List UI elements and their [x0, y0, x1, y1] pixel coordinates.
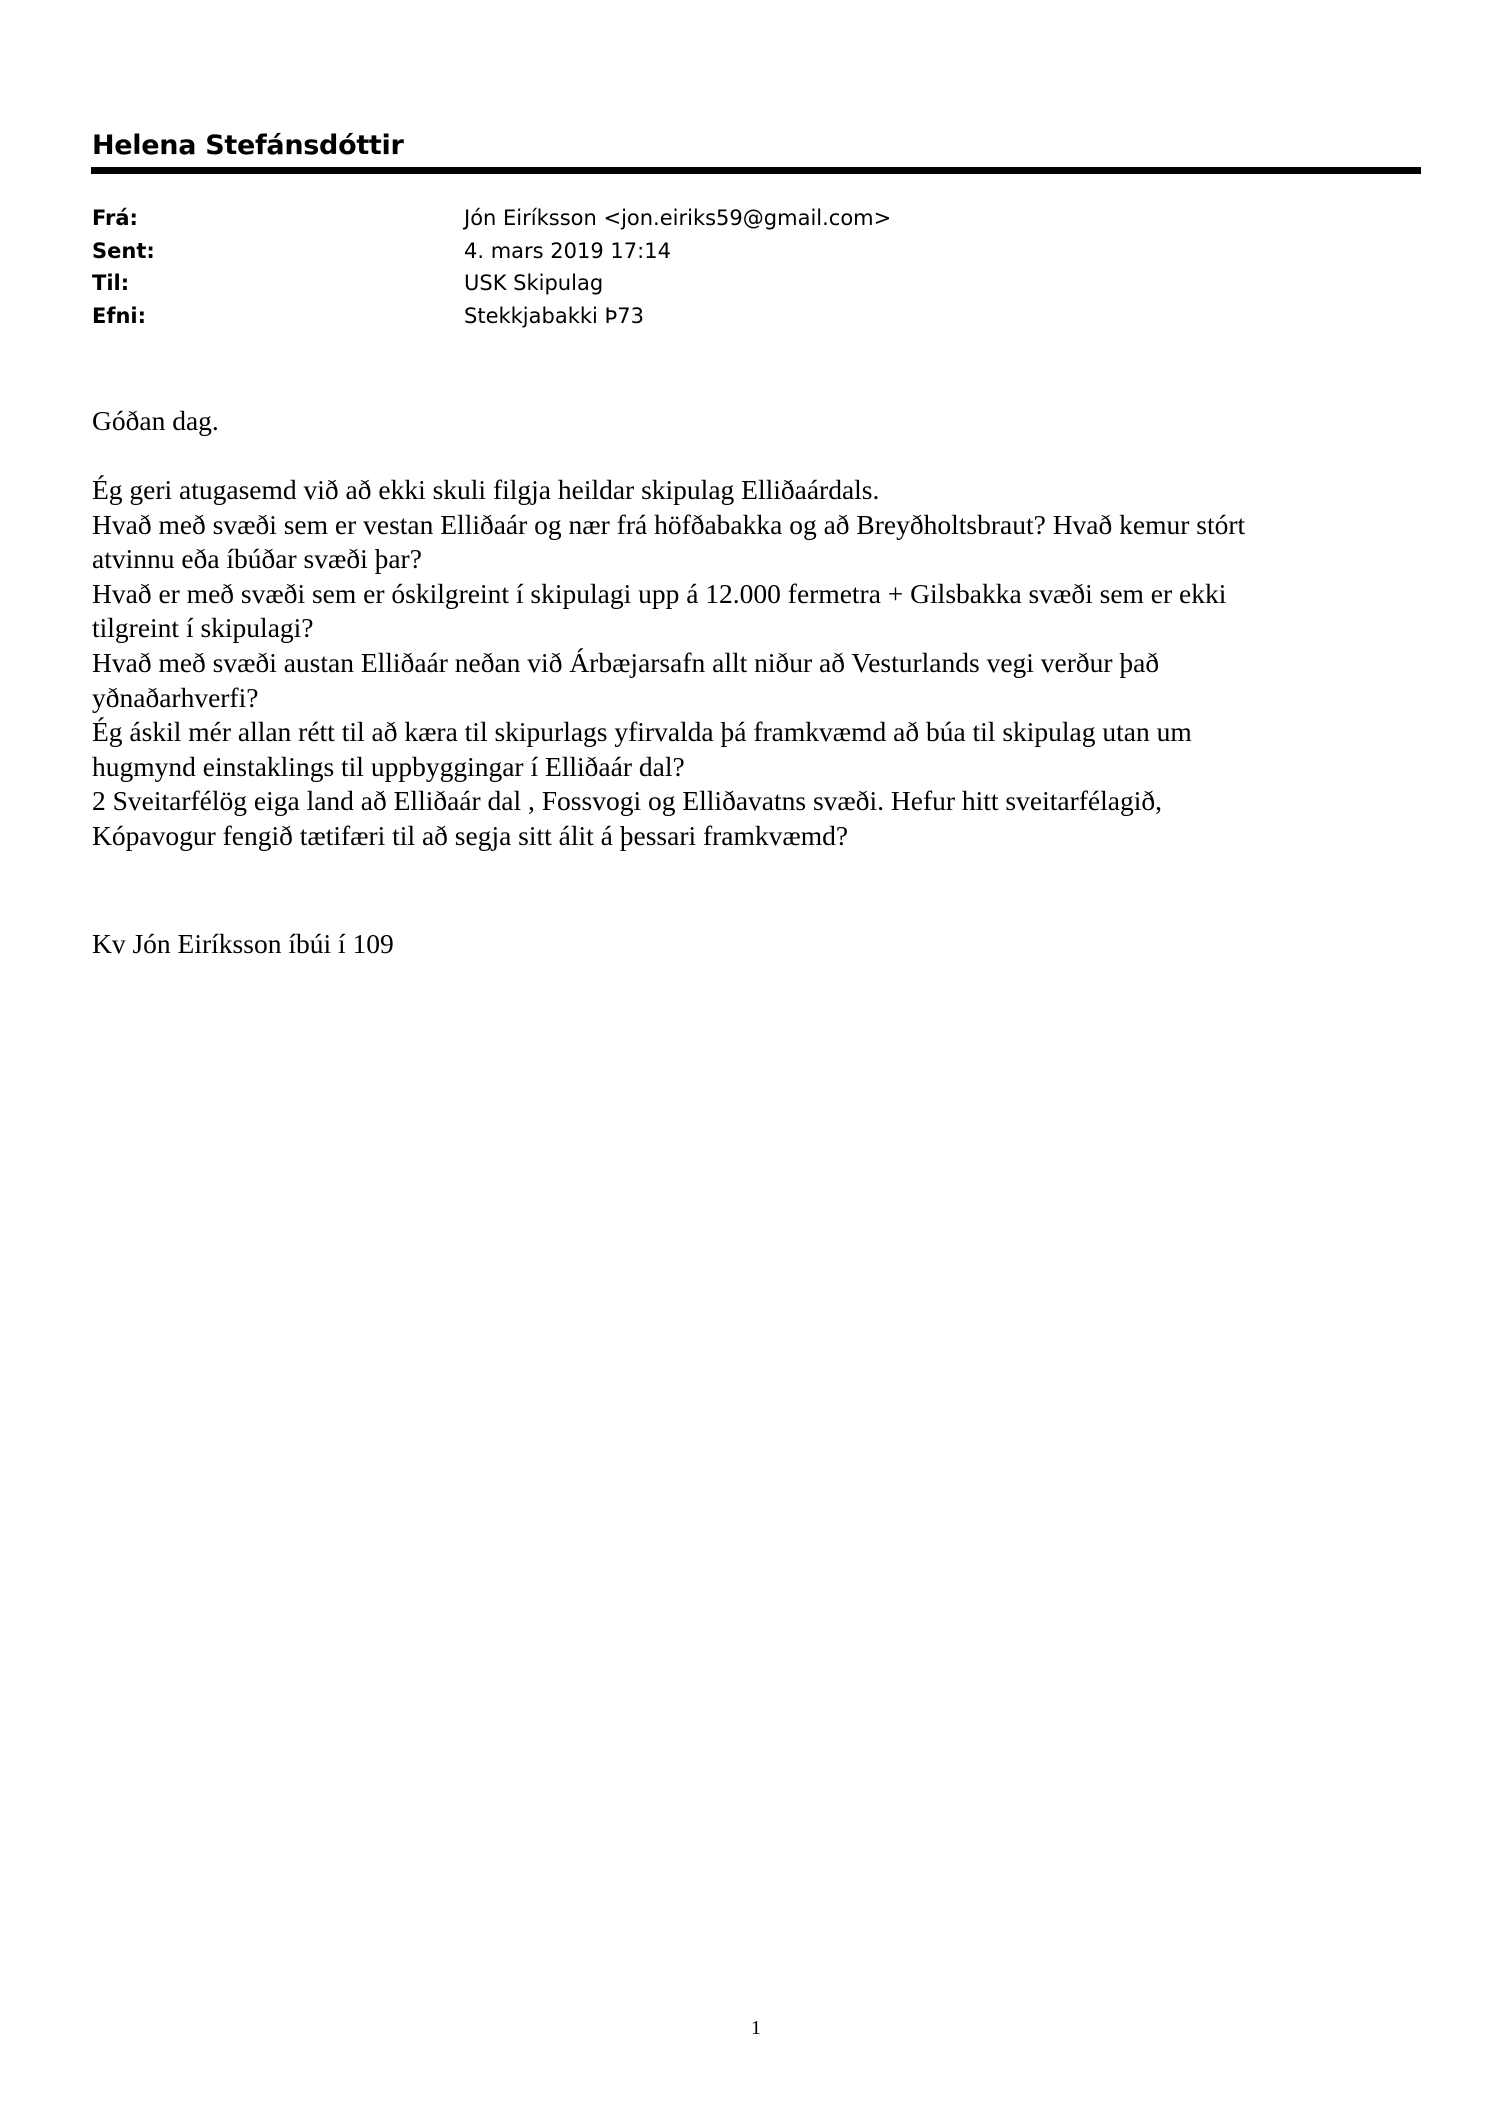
- sent-label: Sent:: [92, 238, 155, 263]
- to-value: USK Skipulag: [464, 271, 604, 295]
- to-label: Til:: [92, 271, 130, 295]
- body-line: yðnaðarhverfi?: [92, 681, 259, 713]
- sent-value: 4. mars 2019 17:14: [464, 238, 671, 263]
- signature-line: Kv Jón Eiríksson íbúi í 109: [92, 928, 394, 959]
- body-line: 2 Sveitarfélög eiga land að Elliðaár dal , Fossvogi og Elliðavatns svæði. Hefur hitt sveitarfélagið,: [92, 785, 1162, 817]
- body-line: Hvað er með svæði sem er óskilgreint í skipulagi upp á 12.000 fermetra + Gilsbakka svæði sem er ekki: [92, 577, 1227, 609]
- body-line: tilgreint í skipulagi?: [92, 612, 314, 644]
- body-line: Ég áskil mér allan rétt til að kæra til skipurlags yfirvalda þá framkvæmd að búa til skipulag utan um: [92, 716, 1192, 748]
- page-number: 1: [751, 2017, 761, 2039]
- subject-value: Stekkjabakki Þ73: [464, 303, 644, 328]
- subject-label: Efni:: [92, 303, 147, 328]
- from-label: Frá:: [92, 206, 138, 230]
- header-divider: [91, 167, 1421, 174]
- body-line: Ég geri atugasemd við að ekki skuli filgja heildar skipulag Elliðaárdals.: [92, 474, 880, 505]
- greeting-line: Góðan dag.: [92, 405, 219, 436]
- body-line: Kópavogur fengið tætifæri til að segja sitt álit á þessari framkvæmd?: [92, 819, 849, 851]
- body-line: hugmynd einstaklings til uppbyggingar í Elliðaár dal?: [92, 750, 685, 782]
- body-line: Hvað með svæði sem er vestan Elliðaár og nær frá höfðabakka og að Breyðholtsbraut? Hvað kemur stórt: [92, 508, 1246, 540]
- body-line: atvinnu eða íbúðar svæði þar?: [92, 543, 422, 575]
- email-body: [92, 403, 1422, 854]
- mailbox-owner-name: Helena Stefánsdóttir: [92, 130, 404, 161]
- from-value: Jón Eiríksson <jon.eiriks59@gmail.com>: [464, 206, 892, 230]
- body-line: Hvað með svæði austan Elliðaár neðan við Árbæjarsafn allt niður að Vesturlands vegi verður það: [92, 646, 1160, 678]
